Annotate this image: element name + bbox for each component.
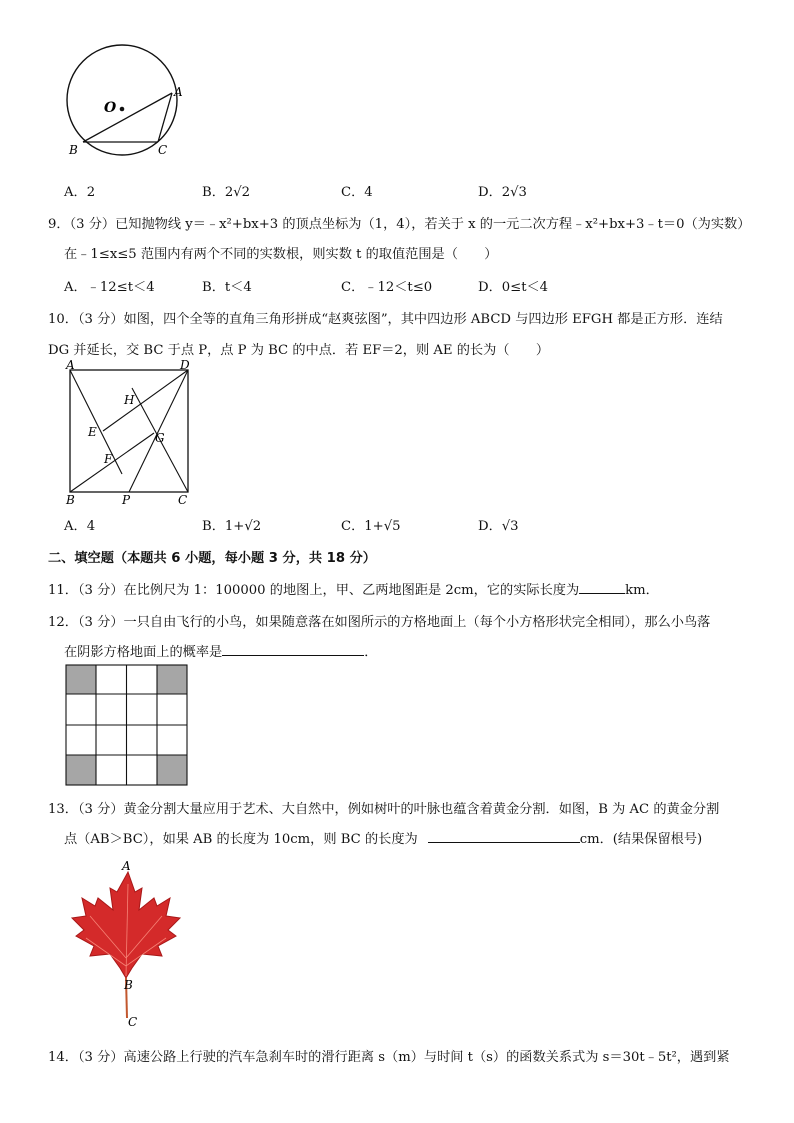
label-g: G bbox=[155, 431, 165, 445]
q14-text-line1: 14．（3 分）高速公路上行驶的汽车急刹车时的滑行距离 s（m）与时间 t（s）的函数关系式为 s＝30t﹣5t²，遇到紧 bbox=[48, 1050, 730, 1065]
center-point bbox=[120, 107, 125, 112]
q8-circle-figure bbox=[60, 38, 195, 163]
q11-answer-blank bbox=[579, 581, 625, 594]
label-o: O bbox=[104, 100, 117, 116]
label-b: B bbox=[69, 143, 78, 157]
label-b: B bbox=[124, 978, 133, 992]
label-d: D bbox=[180, 360, 190, 372]
q13-text-line2 bbox=[64, 828, 702, 847]
q10-text-line2: DG 并延长，交 BC 于点 P，点 P 为 BC 的中点．若 EF＝2，则 AE 的长为（ ） bbox=[48, 343, 550, 358]
q11-unit: km． bbox=[625, 583, 659, 598]
label-a: A bbox=[122, 859, 131, 873]
q10-option-d: D．√3 bbox=[478, 519, 519, 534]
q13-answer-blank bbox=[428, 830, 580, 843]
label-a: A bbox=[66, 360, 75, 372]
label-h: H bbox=[124, 393, 135, 407]
shaded-cell-top-left bbox=[66, 665, 96, 694]
q13-text-line1: 13．（3 分）黄金分割大量应用于艺术、大自然中，例如树叶的叶脉也蕴含着黄金分割．如图，B 为 AC 的黄金分割 bbox=[48, 802, 720, 817]
q13-end: cm．(结果保留根号) bbox=[579, 832, 703, 847]
q8-option-c: C．4 bbox=[341, 185, 373, 200]
q12-text-line2 bbox=[64, 641, 377, 660]
q10-option-c: C．1+√5 bbox=[341, 519, 401, 534]
label-a: A bbox=[174, 85, 183, 99]
q9-option-a: A．﹣12≤t＜4 bbox=[64, 280, 155, 295]
q8-option-b: B．2√2 bbox=[202, 185, 251, 200]
shaded-cell-bottom-right bbox=[157, 755, 187, 785]
q13-stem: 点（AB＞BC），如果 AB 的长度为 10cm，则 BC 的长度为 bbox=[64, 832, 418, 847]
q11-text bbox=[48, 579, 659, 598]
label-b: B bbox=[66, 493, 75, 507]
label-f: F bbox=[104, 452, 113, 466]
q9-option-d: D．0≤t＜4 bbox=[478, 280, 549, 295]
q12-answer-blank bbox=[222, 643, 364, 656]
label-c: C bbox=[128, 1015, 138, 1029]
shaded-cell-bottom-left bbox=[66, 755, 96, 785]
q9-text-line2: 在﹣1≤x≤5 范围内有两个不同的实数根，则实数 t 的取值范围是（ ） bbox=[64, 247, 498, 262]
section-fill-in-heading: 二、填空题（本题共 6 小题，每小题 3 分，共 18 分） bbox=[48, 551, 376, 566]
q8-option-d: D．2√3 bbox=[478, 185, 527, 200]
label-c: C bbox=[158, 143, 168, 157]
q8-option-a: A．2 bbox=[64, 185, 96, 200]
shaded-cell-top-right bbox=[157, 665, 187, 694]
q9-option-b: B．t＜4 bbox=[202, 280, 252, 295]
q12-end: ． bbox=[364, 645, 378, 660]
q11-stem: 11．（3 分）在比例尺为 1：100000 的地图上，甲、乙两地图距是 2cm，它的实际长度为 bbox=[48, 583, 580, 598]
q12-grid-figure bbox=[65, 664, 189, 786]
q10-text-line1: 10．（3 分）如图，四个全等的直角三角形拼成“赵爽弦图”，其中四边形 ABCD 与四边形 EFGH 都是正方形．连结 bbox=[48, 312, 723, 327]
q12-text-line1: 12．（3 分）一只自由飞行的小鸟，如果随意落在如图所示的方格地面上（每个小方格形状完全相同），那么小鸟落 bbox=[48, 615, 711, 630]
label-p: P bbox=[122, 493, 131, 507]
label-e: E bbox=[88, 425, 97, 439]
q10-zhaoshuang-figure bbox=[60, 360, 200, 508]
q9-option-c: C．﹣12＜t≤0 bbox=[341, 280, 433, 295]
q12-stem: 在阴影方格地面上的概率是 bbox=[64, 645, 223, 660]
q9-text-line1: 9．（3 分）已知抛物线 y＝﹣x²+bx+3 的顶点坐标为（1，4），若关于 x 的一元二次方程﹣x²+bx+3﹣t＝0（为实数） bbox=[48, 217, 751, 232]
q10-option-b: B．1+√2 bbox=[202, 519, 262, 534]
q13-maple-leaf-figure bbox=[62, 858, 192, 1030]
label-c: C bbox=[178, 493, 188, 507]
q10-option-a: A．4 bbox=[64, 519, 96, 534]
